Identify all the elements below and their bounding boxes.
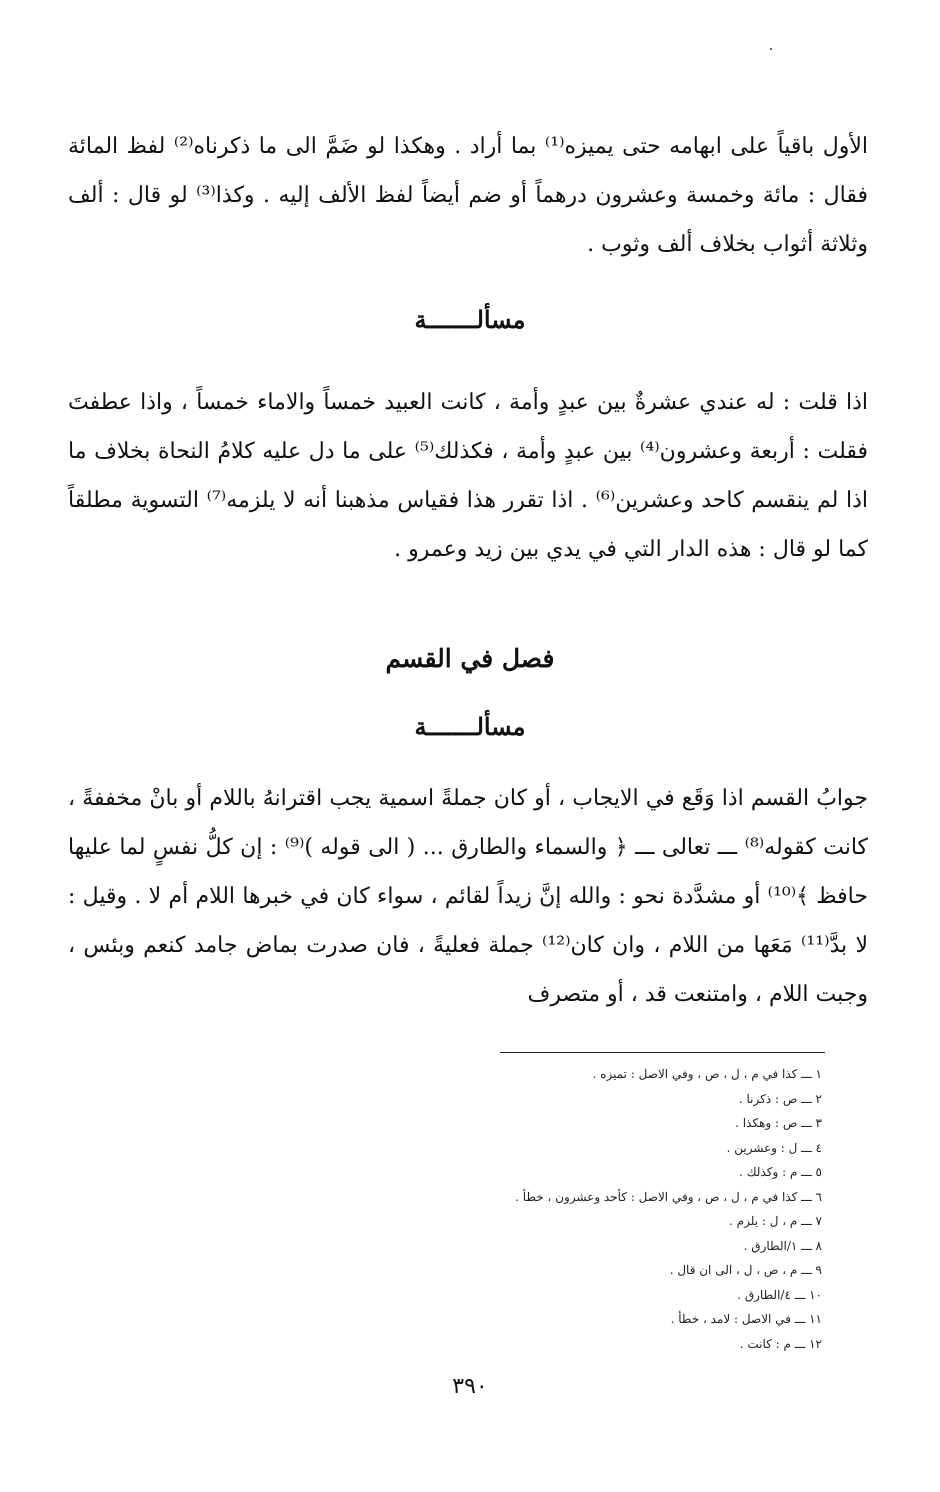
paragraph-masala-1: اذا قلت : له عندي عشرةٌ بين عبدٍ وأمة ، كانت العبيد خمساً والاماء خمساً ، واذا عطفتَ فقلت : أربعة وعشرون⁽⁴⁾ بين عبدٍ وأمة ، فكذلك⁽⁵⁾ على ما دل عليه كلامُ النحاة بخلاف ما اذا لم ينقسم كاحد وعشرين⁽⁶⁾ . اذا تقرر هذا فقياس مذهبنا أنه لا يلزمه⁽⁷⁾ التسوية مطلقاً كما لو قال : هذه الدار التي في يدي بين زيد وعمرو . bbox=[68, 390, 869, 562]
footnote-item: ٤ ـــ ل : وعشرين . bbox=[726, 1140, 822, 1155]
section-heading-masala: مسألـــــــة bbox=[414, 305, 526, 334]
scan-speck bbox=[770, 48, 772, 50]
footnote-item: ٨ ـــ ١/الطارق . bbox=[743, 1238, 822, 1253]
footnote-item: ٣ ـــ ص : وهكذا . bbox=[735, 1116, 822, 1130]
chapter-heading-qasam: فصل في القسم bbox=[385, 644, 555, 673]
footnote-item: ١١ ـــ في الاصل : لامد ، خطأ . bbox=[670, 1312, 822, 1326]
paragraph-masala-2: جوابُ القسم اذا وَقَع في الايجاب ، أو كان جملةً اسمية يجب اقترانهُ باللام أو بانْ مخففةً ، كانت كقوله⁽⁸⁾ ـــ تعالى ـــ ﴿ والسماء والطارق ... ( الى قوله )⁽⁹⁾ : إن كلُّ نفسٍ لما عليها حافظ ﴾⁽¹⁰⁾ أو مشدَّدة نحو : والله إنَّ زيداً لقائم ، سواء كان في خبرها اللام أم لا . وقيل : لا بدَّ⁽¹¹⁾ مَعَها من اللام ، وان كان⁽¹²⁾ جملة فعليةً ، فان صدرت بماض جامد كنعم وبئس ، وجبت اللام ، وامتنعت قد ، أو متصرف bbox=[68, 786, 869, 1007]
footnote-item: ٥ ـــ م : وكذلك . bbox=[739, 1165, 822, 1179]
footnote-item: ٦ ـــ كذا في م ، ل ، ص ، وفي الاصل : كأحد وعشرون ، خطأ . bbox=[515, 1189, 822, 1204]
footnote-item: ١٢ ـــ م : كانت . bbox=[739, 1336, 822, 1351]
footnote-item: ٧ ـــ م ، ل : يلزم . bbox=[729, 1214, 822, 1228]
footnote-item: ٢ ـــ ص : ذكرنا . bbox=[738, 1091, 822, 1106]
footnote-item: ٩ ـــ م ، ص ، ل ، الى ان قال . bbox=[669, 1263, 822, 1277]
section-heading-masala-2: مسألـــــــة bbox=[414, 712, 526, 741]
footnotes-list bbox=[302, 1062, 822, 1356]
footnote-divider bbox=[500, 1052, 825, 1053]
page-number: ٣٩٠ bbox=[452, 1374, 488, 1399]
paragraph-continuation: الأول باقياً على ابهامه حتى يميزه⁽¹⁾ بما أراد . وهكذا لو ضَمَّ الى ما ذكرناه⁽²⁾ لفظ المائة فقال : مائة وخمسة وعشرون درهماً أو ضم أيضاً لفظ الألف إليه . وكذا⁽³⁾ لو قال : ألف وثلاثة أثواب بخلاف ألف وثوب . bbox=[68, 134, 868, 257]
footnote-item: ١ ـــ كذا في م ، ل ، ص ، وفي الاصل : تميزه . bbox=[592, 1067, 822, 1081]
footnote-item: ١٠ ـــ ٤/الطارق . bbox=[737, 1287, 822, 1302]
